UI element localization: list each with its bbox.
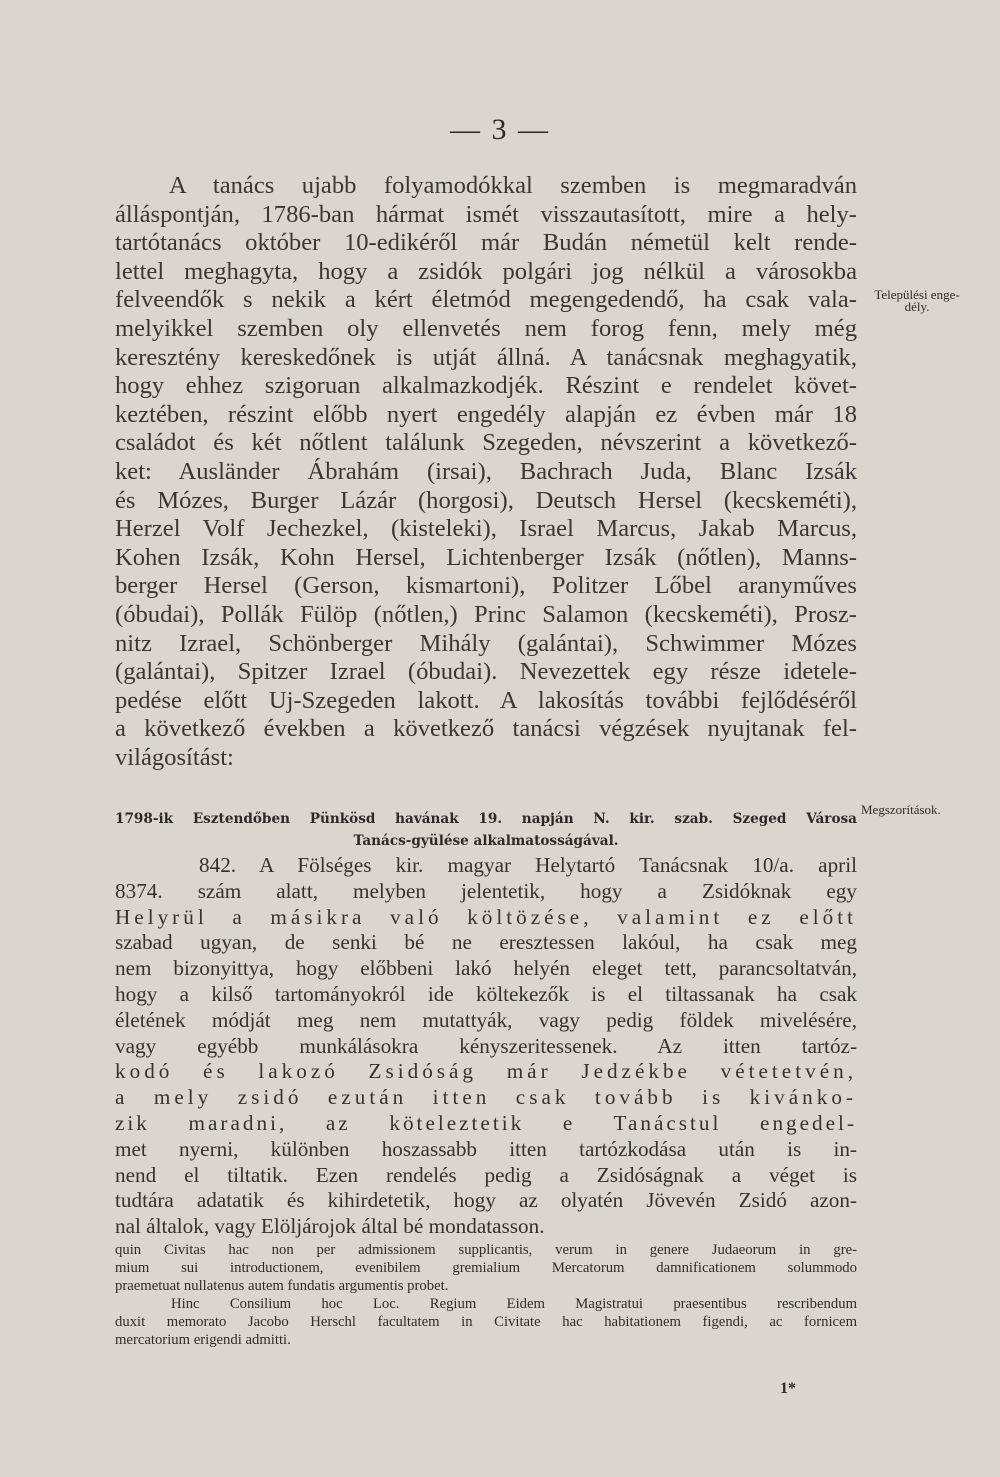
heading-line: Tanács-gyülése alkalmatosságával.: [353, 833, 619, 849]
text-line: Kohen Izsák, Kohn Hersel, Lichtenberger Izsák (nőtlen), Manns-: [115, 543, 857, 571]
text-line: ket: Ausländer Ábrahám (irsai), Bachrach Juda, Blanc Izsák: [115, 457, 857, 485]
text-line: családot és két nőtlent találunk Szegeden, névszerint a következő-: [115, 429, 857, 457]
text-line: lettel meghagyta, hogy a zsidók polgári jog nélkül a városokba: [115, 257, 857, 285]
text-line: a mely zsidó ezután itten csak tovább is kivánko-: [115, 1085, 857, 1110]
footnote: [115, 1241, 857, 1349]
footnote-line: praemetuat nullatenus autem fundatis argumentis probet.: [115, 1278, 449, 1294]
footnote-line: duxit memorato Jacobo Herschl facultatem in Civitate hac habitationem figendi, ac fornicem: [115, 1314, 857, 1330]
text-line: berger Hersel (Gerson, kismartoni), Politzer Lőbel aranyműves: [115, 572, 857, 600]
decree-heading: [115, 808, 857, 852]
margin-note-settlement: [862, 289, 972, 313]
text-line: tudtára adatatik és kihirdetetik, hogy az olyatén Jövevén Zsidó azon-: [115, 1188, 857, 1213]
text-line: szabad ugyan, de senki bé ne eresztessen lakóul, ha csak meg: [115, 930, 857, 955]
text-line: met nyerni, különben hoszassabb itten tartózkodása után is in-: [115, 1136, 857, 1161]
text-line: hogy ehhez szigoruan alkalmazkodjék. Részint e rendelet követ-: [115, 372, 857, 400]
text-line: nend el tiltatik. Ezen rendelés pedig a Zsidóságnak a véget is: [115, 1162, 857, 1187]
text-line: a következő években a következő tanácsi végzések nyujtanak fel-: [115, 715, 857, 743]
text-line: és Mózes, Burger Lázár (horgosi), Deutsch Hersel (kecskeméti),: [115, 486, 857, 514]
footnote-line: Hinc Consilium hoc Loc. Regium Eidem Magistratui praesentibus rescribendum: [171, 1296, 857, 1312]
text-line: álláspontján, 1786-ban hármat ismét visszautasított, mire a hely-: [115, 200, 857, 228]
heading-line: 1798-ik Esztendőben Pünkösd havának 19. napján N. kir. szab. Szeged Városa: [115, 811, 857, 827]
text-line: tartótanács október 10-edikéről már Budán németül kelt rende-: [115, 229, 857, 257]
footnote-line: quin Civitas hac non per admissionem supplicantis, verum in genere Judaeorum in gre-: [115, 1242, 857, 1258]
signature-mark: 1*: [780, 1380, 796, 1397]
text-line: felveendők s nekik a kért életmód megengedendő, ha csak vala-: [115, 286, 857, 314]
text-line: életének módját meg nem mutattyák, vagy pedig földek mivelésére,: [115, 1007, 857, 1032]
margin-note-restrictions: Megszorítások.: [861, 802, 941, 817]
text-line: keztében, részint előbb nyert engedély alapján ez évben már 18: [115, 400, 857, 428]
text-line: keresztény kereskedőnek is utját állná. A tanácsnak meghagyatik,: [115, 343, 857, 371]
text-line: nitz Izrael, Schönberger Mihály (galántai), Schwimmer Mózes: [115, 629, 857, 657]
text-line: nem bizonyittya, hogy előbbeni lakó helyén eleget tett, parancsoltatván,: [115, 956, 857, 981]
main-paragraph: [115, 172, 857, 772]
text-line: nal általok, vagy Elöljárojok által bé mondatasson.: [115, 1214, 545, 1239]
text-line: pedése előtt Uj-Szegeden lakott. A lakosítás további fejlődéséről: [115, 686, 857, 714]
text-line: (óbudai), Pollák Fülöp (nőtlen,) Princ Salamon (kecskeméti), Prosz-: [115, 600, 857, 628]
margin-note-line: dély.: [904, 299, 930, 314]
text-line: zik maradni, az köteleztetik e Tanácstul engedel-: [115, 1110, 857, 1135]
decree-text: [115, 853, 857, 1240]
text-line: A tanács ujabb folyamodókkal szemben is megmaradván: [169, 172, 857, 199]
text-line: Helyrül a másikra való költözése, valamint ez előtt: [115, 904, 857, 929]
text-line: vagy egyébb munkálásokra kényszeritessenek. Az itten tartóz-: [115, 1033, 857, 1058]
footnote-line: mercatorium erigendi admitti.: [115, 1332, 291, 1348]
text-line: hogy a kilső tartományokról ide költekezők is el tiltassanak ha csak: [115, 981, 857, 1006]
text-line: (galántai), Spitzer Izrael (óbudai). Nevezettek egy része idetele-: [115, 658, 857, 686]
text-line: világosítást:: [115, 743, 234, 771]
page-number: — 3 —: [450, 113, 550, 146]
text-line: melyikkel szemben oly ellenvetés nem forog fenn, mely még: [115, 314, 857, 342]
text-line: 842. A Fölséges kir. magyar Helytartó Tanácsnak 10/a. april: [199, 853, 857, 877]
text-line: Herzel Volf Jechezkel, (kisteleki), Israel Marcus, Jakab Marcus,: [115, 515, 857, 543]
footnote-line: mium sui introductionem, evenibilem gremialium Mercatorum damnificationem solummodo: [115, 1260, 857, 1276]
margin-note-line: Települési enge-: [874, 287, 960, 302]
text-line: 8374. szám alatt, melyben jelentetik, hogy a Zsidóknak egy: [115, 878, 857, 903]
text-line: kodó és lakozó Zsidóság már Jedzékbe vétetetvén,: [115, 1059, 857, 1084]
